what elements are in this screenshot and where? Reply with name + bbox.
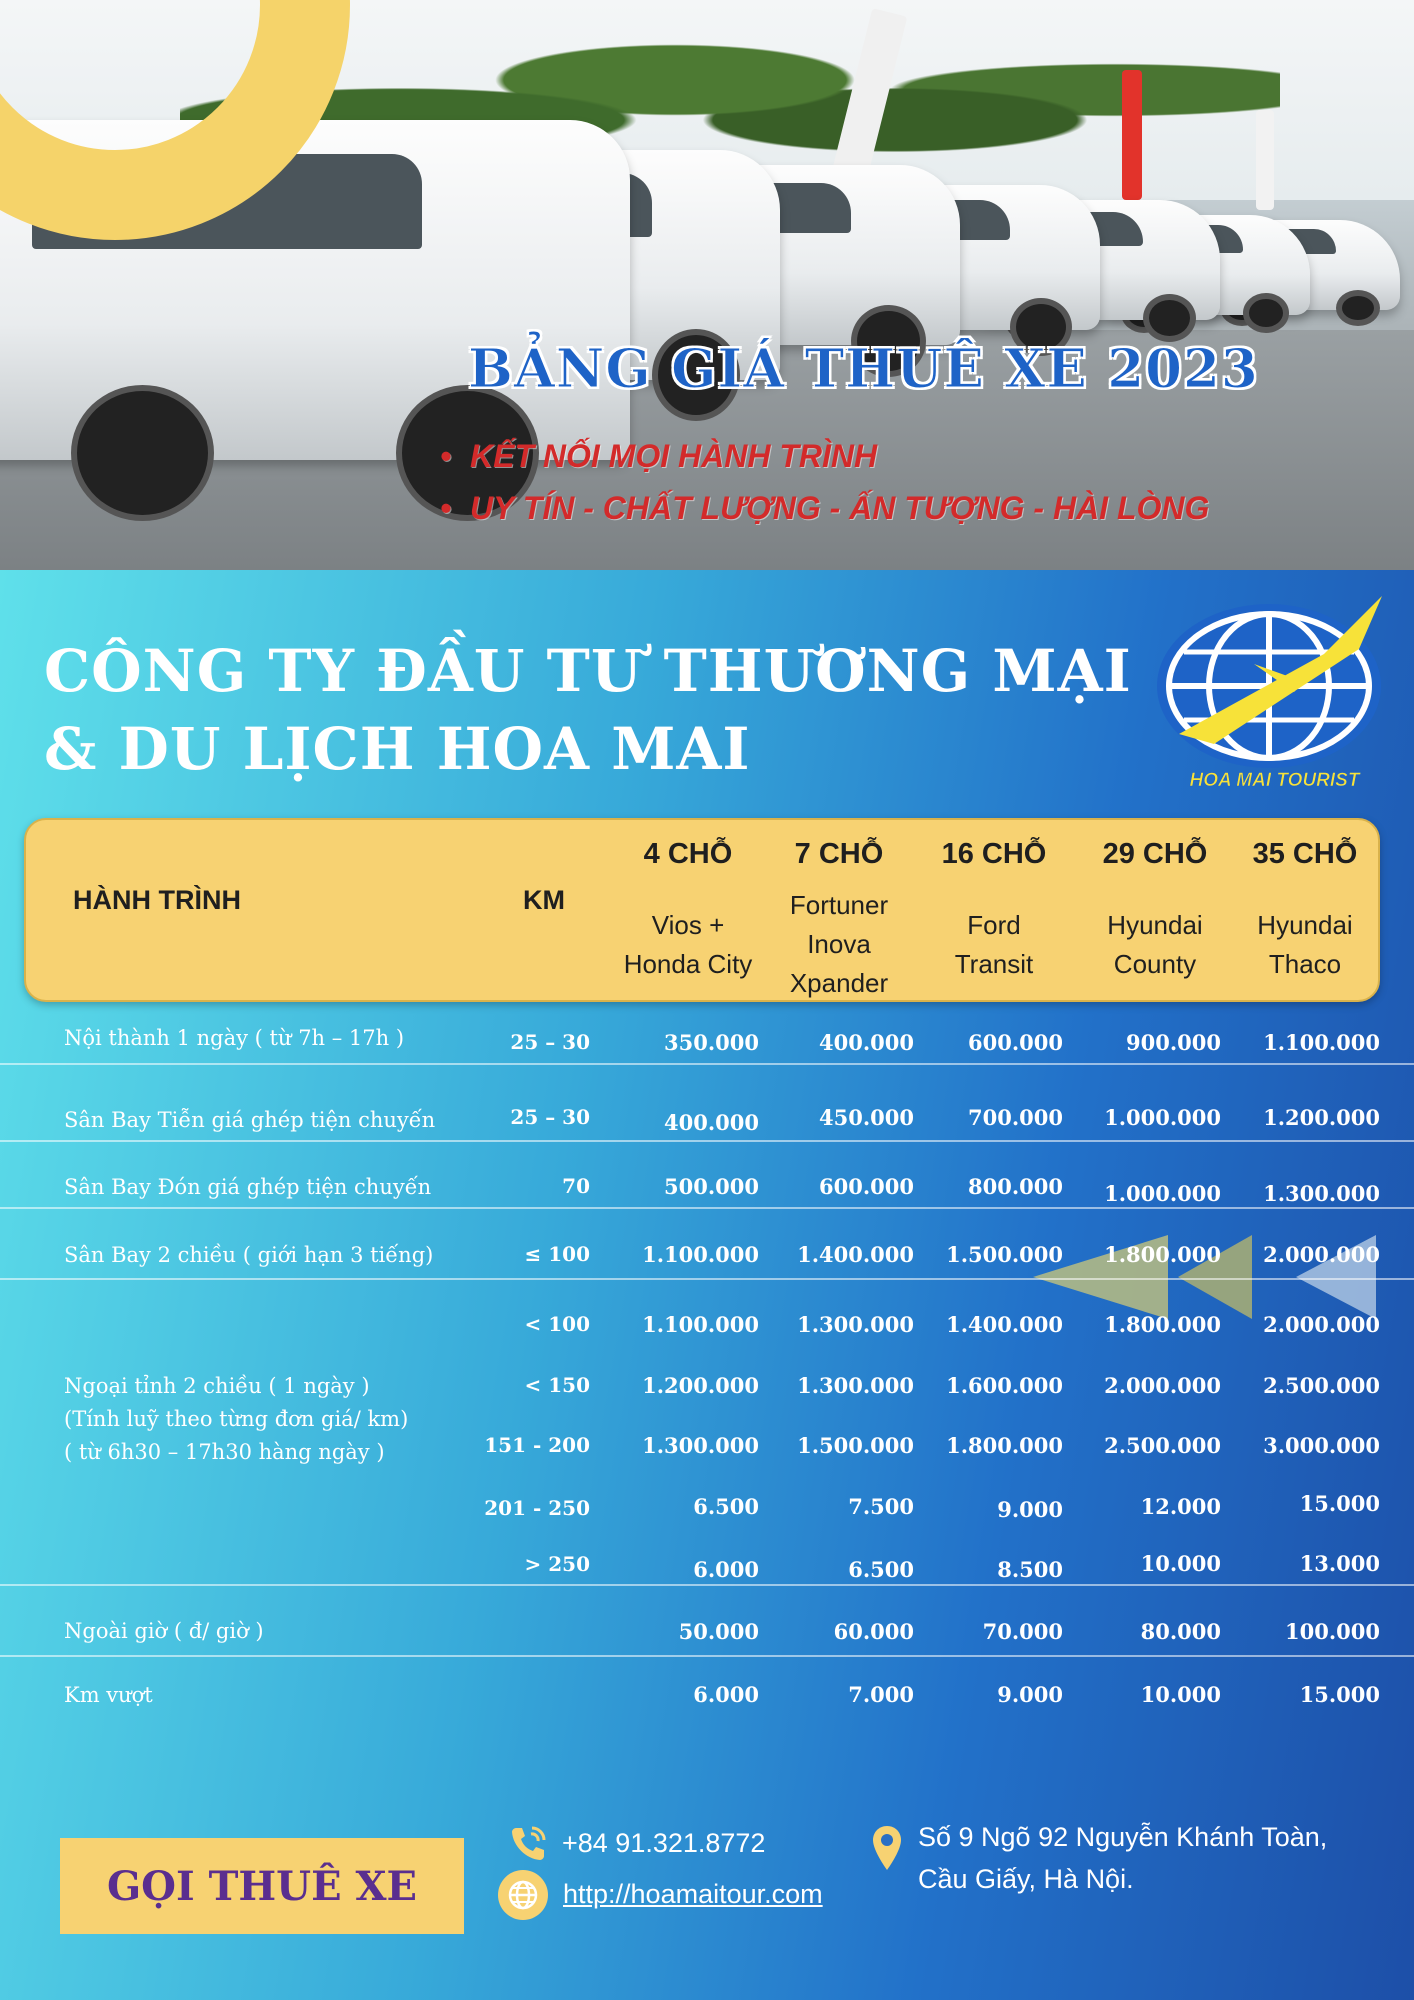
company-name-line-1: CÔNG TY ĐẦU TƯ THƯƠNG MẠI: [44, 637, 1132, 705]
price-cell: 1.400.000: [797, 1242, 914, 1267]
price-cell: 15.000: [1299, 1491, 1380, 1516]
price-cell: 2.000.000: [1263, 1242, 1380, 1267]
header-route: HÀNH TRÌNH: [73, 885, 241, 915]
header-models-16: Ford Transit: [954, 910, 1034, 979]
row-divider: [0, 1278, 1414, 1280]
price-cell: 600.000: [819, 1174, 914, 1199]
price-cell: 13.000: [1299, 1551, 1380, 1576]
price-cell: 10.000: [1140, 1682, 1221, 1707]
header-seats-35: 35 CHỖ: [1252, 838, 1358, 870]
company-name: [44, 632, 1144, 788]
header-seats-7: 7 CHỖ: [794, 838, 884, 870]
header-models-7: Fortuner Inova Xpander: [789, 890, 889, 998]
outer-province-label: Ngoại tỉnh 2 chiều ( 1 ngày ): [64, 1374, 370, 1398]
price-cell: 700.000: [968, 1105, 1063, 1130]
price-cell: 1.300.000: [797, 1312, 914, 1337]
website-link[interactable]: http://hoamaitour.com: [563, 1879, 823, 1909]
header-models-4: Vios + Honda City: [623, 910, 753, 979]
tier-km: 201 - 250: [484, 1496, 590, 1520]
call-to-rent-button[interactable]: GỌI THUÊ XE: [60, 1838, 464, 1934]
price-cell: 1.300.000: [1263, 1181, 1380, 1206]
phone-number[interactable]: +84 91.321.8772: [562, 1828, 766, 1858]
price-list-title: BẢNG GIÁ THUÊ XE 2023: [468, 338, 1259, 400]
price-cell: 600.000: [968, 1030, 1063, 1055]
outer-province-hours: ( từ 6h30 – 17h30 hàng ngày ): [64, 1440, 385, 1464]
tier-km: > 250: [524, 1552, 590, 1576]
price-cell: 3.000.000: [1263, 1433, 1380, 1458]
row-divider: [0, 1207, 1414, 1209]
price-cell: 2.500.000: [1104, 1433, 1221, 1458]
price-cell: 6.500: [693, 1494, 759, 1519]
header-seats-16: 16 CHỖ: [941, 838, 1047, 870]
price-cell: 2.000.000: [1263, 1312, 1380, 1337]
price-cell: 1.500.000: [946, 1242, 1063, 1267]
tagline-1: • KẾT NỐI MỌI HÀNH TRÌNH: [470, 438, 877, 475]
row-km: ≤ 100: [524, 1242, 590, 1266]
row-label-airport-departure: Sân Bay Tiễn giá ghép tiện chuyến: [64, 1108, 436, 1132]
globe-icon: [498, 1870, 548, 1920]
price-cell: 1.500.000: [797, 1433, 914, 1458]
row-divider: [0, 1140, 1414, 1142]
price-cell: 12.000: [1140, 1494, 1221, 1519]
price-cell: 1.800.000: [1104, 1242, 1221, 1267]
price-cell: 7.500: [848, 1494, 914, 1519]
price-cell: 80.000: [1140, 1619, 1221, 1644]
price-cell: 500.000: [664, 1174, 759, 1199]
tier-km: 151 - 200: [484, 1433, 590, 1457]
header-models-29: Hyundai County: [1107, 910, 1203, 979]
row-label-city: Nội thành 1 ngày ( từ 7h – 17h ): [64, 1026, 405, 1050]
row-label-extra-km: Km vượt: [64, 1683, 153, 1707]
price-cell: 7.000: [848, 1682, 914, 1707]
price-cell: 2.000.000: [1104, 1373, 1221, 1398]
price-cell: 1.100.000: [642, 1312, 759, 1337]
hoa-mai-tourist-logo: [1154, 594, 1389, 804]
tagline-2: • UY TÍN - CHẤT LƯỢNG - ẤN TƯỢNG - HÀI LÒNG: [470, 490, 1209, 527]
tier-km: < 100: [524, 1312, 590, 1336]
row-km: 70: [562, 1174, 590, 1198]
row-km: 25 – 30: [510, 1030, 590, 1054]
price-cell: 1.000.000: [1104, 1105, 1221, 1130]
price-cell: 1.100.000: [642, 1242, 759, 1267]
price-cell: 1.300.000: [642, 1433, 759, 1458]
price-cell: 6.500: [848, 1557, 914, 1582]
address-line-2: Cầu Giấy, Hà Nội.: [918, 1864, 1134, 1894]
price-cell: 1.200.000: [1263, 1105, 1380, 1130]
price-cell: 1.400.000: [946, 1312, 1063, 1337]
price-cell: 900.000: [1126, 1030, 1221, 1055]
address-line-1: Số 9 Ngõ 92 Nguyễn Khánh Toàn,: [918, 1822, 1328, 1852]
outer-province-note: (Tính luỹ theo từng đơn giá/ km): [64, 1407, 409, 1431]
phone-icon: [506, 1822, 550, 1866]
price-cell: 400.000: [664, 1110, 759, 1135]
row-divider: [0, 1063, 1414, 1065]
price-cell: 350.000: [664, 1030, 759, 1055]
row-label-overtime: Ngoài giờ ( đ/ giờ ): [64, 1619, 264, 1643]
row-km: 25 – 30: [510, 1105, 590, 1129]
price-cell: 450.000: [819, 1105, 914, 1130]
price-cell: 1.100.000: [1263, 1030, 1380, 1055]
price-cell: 6.000: [693, 1557, 759, 1582]
company-name-line-2: & DU LỊCH HOA MAI: [44, 715, 751, 783]
price-cell: 800.000: [968, 1174, 1063, 1199]
price-cell: 1.800.000: [946, 1433, 1063, 1458]
row-divider: [0, 1655, 1414, 1657]
row-label-airport-round-trip: Sân Bay 2 chiều ( giới hạn 3 tiếng): [64, 1243, 434, 1267]
price-cell: 1.000.000: [1104, 1181, 1221, 1206]
price-cell: 10.000: [1140, 1551, 1221, 1576]
logo-text: HOA MAI TOURIST: [1189, 770, 1360, 791]
price-cell: 50.000: [678, 1619, 759, 1644]
price-cell: 60.000: [833, 1619, 914, 1644]
hero-banner: [0, 0, 1414, 570]
promo-flag: [1256, 110, 1274, 210]
price-cell: 9.000: [997, 1497, 1063, 1522]
header-km: KM: [523, 885, 565, 915]
price-cell: 2.500.000: [1263, 1373, 1380, 1398]
tier-km: < 150: [524, 1373, 590, 1397]
price-cell: 1.600.000: [946, 1373, 1063, 1398]
location-pin-icon: [872, 1826, 902, 1870]
header-seats-4: 4 CHỖ: [643, 838, 733, 870]
price-cell: 400.000: [819, 1030, 914, 1055]
price-cell: 15.000: [1299, 1682, 1380, 1707]
row-label-airport-pickup: Sân Bay Đón giá ghép tiện chuyến: [64, 1175, 432, 1199]
header-models-35: Hyundai Thaco: [1257, 910, 1353, 979]
price-cell: 1.800.000: [1104, 1312, 1221, 1337]
price-cell: 9.000: [997, 1682, 1063, 1707]
promo-flag: [1122, 70, 1142, 200]
price-cell: 8.500: [997, 1557, 1063, 1582]
price-cell: 100.000: [1285, 1619, 1380, 1644]
header-seats-29: 29 CHỖ: [1102, 838, 1208, 870]
row-divider: [0, 1584, 1414, 1586]
price-cell: 70.000: [982, 1619, 1063, 1644]
price-cell: 1.200.000: [642, 1373, 759, 1398]
price-cell: 1.300.000: [797, 1373, 914, 1398]
price-cell: 6.000: [693, 1682, 759, 1707]
